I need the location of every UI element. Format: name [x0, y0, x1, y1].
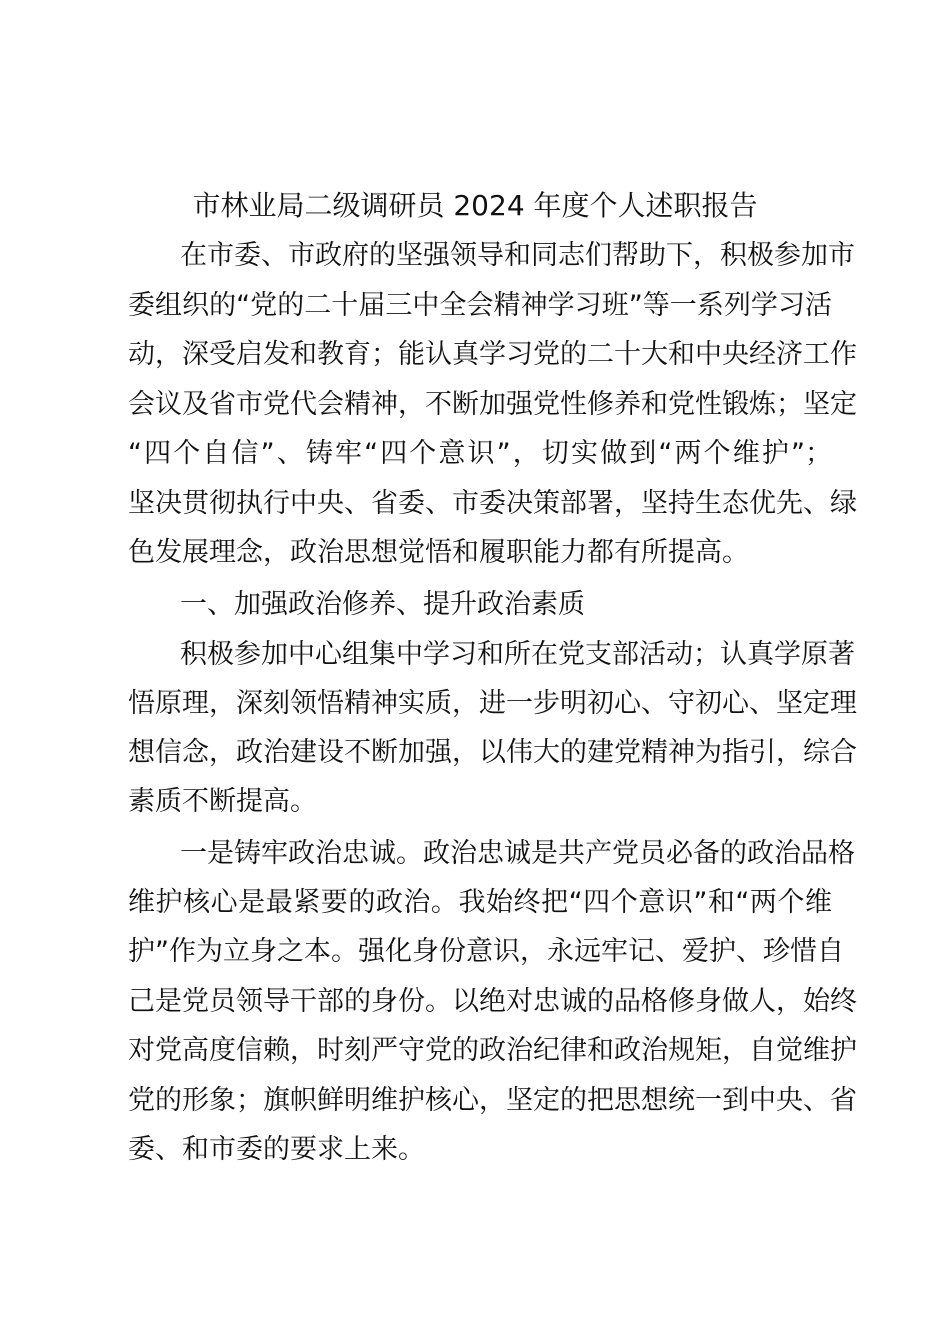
paragraph-line: 委组织的“党的二十届三中全会精神学习班”等一系列学习活 [128, 290, 832, 321]
paragraph-line: 委、和市委的要求上来。 [128, 1134, 425, 1165]
paragraph-line: 护”作为立身之本。强化身份意识，永远牢记、爱护、珍惜自 [128, 936, 844, 967]
paragraph-line: 悟原理，深刻领悟精神实质，进一步明初心、守初心、坚定理 [128, 688, 857, 719]
paragraph-line: 积极参加中心组集中学习和所在党支部活动；认真学原著 [180, 639, 855, 670]
section-heading: 一、加强政治修养、提升政治素质 [180, 589, 585, 620]
paragraph-line: 一是铸牢政治忠诚。政治忠诚是共产党员必备的政治品格 [180, 838, 855, 869]
paragraph-line: 在市委、市政府的坚强领导和同志们帮助下，积极参加市 [180, 240, 855, 271]
paragraph-line: 党的形象；旗帜鲜明维护核心，坚定的把思想统一到中央、省 [128, 1085, 857, 1116]
paragraph-line: “四个自信”、铸牢“四个意识”，切实做到“两个维护”； [128, 438, 832, 469]
document-title: 市林业局二级调研员 2024 年度个人述职报告 [192, 189, 758, 222]
paragraph-line: 对党高度信赖，时刻严守党的政治纪律和政治规矩，自觉维护 [128, 1035, 857, 1066]
paragraph-line: 素质不断提高。 [128, 786, 317, 817]
paragraph-line: 坚决贯彻执行中央、省委、市委决策部署，坚持生态优先、绿 [128, 488, 857, 519]
paragraph-line: 己是党员领导干部的身份。以绝对忠诚的品格修身做人，始终 [128, 986, 857, 1017]
paragraph-line: 想信念，政治建设不断加强，以伟大的建党精神为指引，综合 [128, 737, 857, 768]
paragraph-line: 会议及省市党代会精神，不断加强党性修养和党性锻炼；坚定 [128, 389, 857, 420]
paragraph-line: 动，深受启发和教育；能认真学习党的二十大和中央经济工作 [128, 339, 857, 370]
paragraph-line: 色发展理念，政治思想觉悟和履职能力都有所提高。 [128, 537, 749, 568]
paragraph-line: 维护核心是最紧要的政治。我始终把“四个意识”和“两个维 [128, 887, 832, 918]
